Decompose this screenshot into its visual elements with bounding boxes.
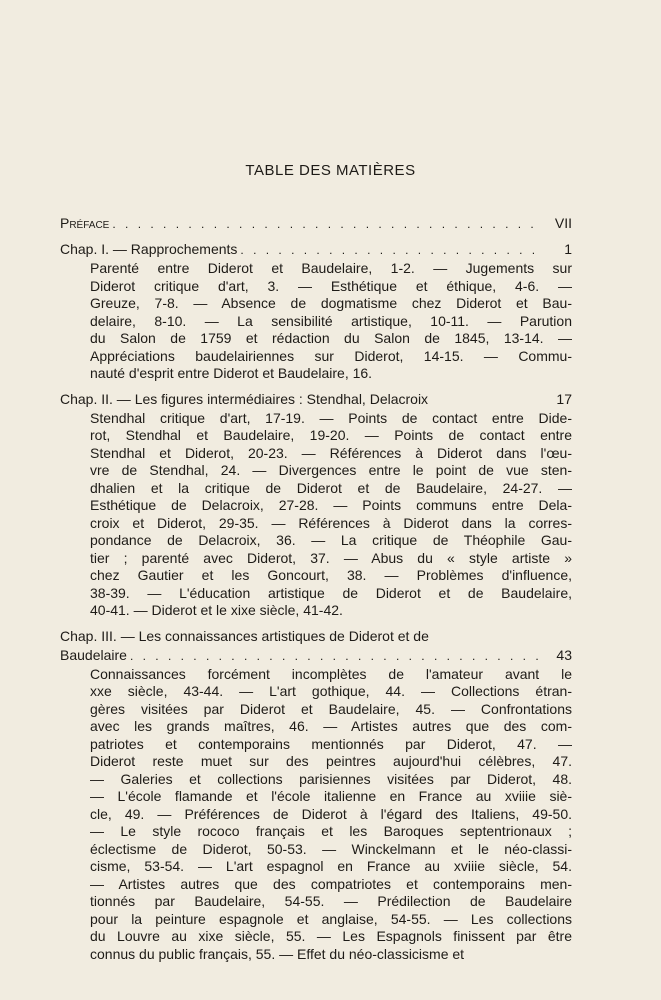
summary-line: Stendhal critique d'art, 17-19. — Points de contact entre Dide- — [90, 409, 572, 426]
toc-entry-label: Chap. II. — Les figures intermédiaires : Stendhal, Delacroix — [60, 390, 429, 407]
summary-line: Connaissances forcément incomplètes de l'amateur avant le — [90, 665, 572, 682]
toc-page-number: VII — [554, 215, 572, 231]
summary-line: éclectisme de Diderot, 50-53. — Winckelmann et le néo-classi- — [90, 840, 572, 857]
page-title: TABLE DES MATIÈRES — [245, 162, 416, 179]
summary-line: Diderot critique d'art, 3. — Esthétique et éthique, 4-6. — — [90, 277, 572, 294]
dot-leader — [112, 215, 544, 234]
summary-line: Parenté entre Diderot et Baudelaire, 1-2. — Jugements sur — [90, 260, 572, 276]
summary-line: croix et Diderot, 29-35. — Références à Diderot dans la corres- — [90, 514, 572, 531]
summary-line: cisme, 53-54. — L'art espagnol en France au xviiie siècle, 54. — [90, 858, 572, 874]
dot-leader — [130, 647, 544, 666]
summary-line: chez Gautier et les Goncourt, 38. — Problèmes d'influence, — [90, 567, 572, 583]
toc-entry-preface — [60, 214, 572, 234]
summary-line: nauté d'esprit entre Diderot et Baudelaire, 16. — [90, 365, 373, 381]
summary-line: cle, 49. — Préférences de Diderot à l'égard des Italiens, 49-50. — [90, 805, 572, 822]
toc-entry-label: Chap. III. — Les connaissances artistiques de Diderot et de — [60, 627, 429, 644]
summary-line: 38-39. — L'éducation artistique de Diderot et de Baudelaire, — [90, 584, 572, 601]
toc-entry-label: Chap. I. — Rapprochements — [60, 241, 238, 257]
summary-line: — L'école flamande et l'école italienne en France au xviiie siè- — [90, 788, 572, 804]
summary-line: pour la peinture espagnole et anglaise, 54-55. — Les collections — [90, 910, 572, 927]
chapter-summary — [90, 260, 572, 383]
toc-entry-chapter-2 — [60, 390, 572, 620]
summary-line: du Louvre au xixe siècle, 55. — Les Espagnols finissent par être — [90, 928, 572, 944]
toc-heading-line-continued — [60, 646, 572, 666]
toc-entry-label-continued: Baudelaire — [60, 646, 127, 663]
toc-entry-chapter-3 — [60, 627, 572, 964]
toc-page-number: 17 — [556, 390, 572, 407]
summary-line: Stendhal et Diderot, 20-23. — Références à Diderot dans l'œu- — [90, 444, 572, 461]
summary-line: tier ; parenté avec Diderot, 37. — Abus du « style artiste » — [90, 549, 572, 566]
summary-line: vre de Stendhal, 24. — Divergences entre le point de vue sten- — [90, 462, 572, 478]
summary-line: xxe siècle, 43-44. — L'art gothique, 44. — Collections étran- — [90, 683, 572, 699]
summary-line: patriotes et contemporains mentionnés par Diderot, 47. — — [90, 735, 572, 752]
summary-line: Greuze, 7-8. — Absence de dogmatisme chez Diderot et Bau- — [90, 295, 572, 311]
summary-line: Appréciations baudelairiennes sur Diderot, 14-15. — Commu- — [90, 347, 572, 364]
summary-line: 40-41. — Diderot et le xixe siècle, 41-42. — [90, 602, 343, 618]
summary-line: delaire, 8-10. — La sensibilité artistique, 10-11. — Parution — [90, 312, 572, 329]
summary-line: Diderot reste muet sur des peintres aujourd'hui célèbres, 47. — [90, 753, 572, 769]
toc-heading-line — [60, 214, 572, 234]
chapter-summary — [90, 410, 572, 620]
toc-heading-line — [60, 390, 572, 410]
toc-heading-line — [60, 240, 572, 260]
summary-line: connus du public français, 55. — Effet du néo-classicisme et — [90, 945, 465, 962]
toc-page-number: 1 — [564, 241, 572, 257]
summary-line: rot, Stendhal et Baudelaire, 19-20. — Points de contact entre — [90, 427, 572, 443]
summary-line: pondance de Delacroix, 36. — La critique de Théophile Gau- — [90, 532, 572, 548]
summary-line: avec les grands maîtres, 46. — Artistes autres que des com- — [90, 718, 572, 734]
table-of-contents — [60, 214, 572, 963]
summary-line: — Galeries et collections parisiennes visitées par Diderot, 48. — [90, 770, 572, 787]
toc-heading-line — [60, 627, 572, 646]
summary-line: tionnés par Baudelaire, 54-55. — Prédilection de Baudelaire — [90, 893, 572, 909]
summary-line: — Artistes autres que des compatriotes et contemporains men- — [90, 875, 572, 892]
dot-leader — [240, 241, 544, 260]
summary-line: dhalien et la critique de Diderot et de Baudelaire, 24-27. — — [90, 479, 572, 496]
summary-line: du Salon de 1759 et rédaction du Salon de 1845, 13-14. — — [90, 330, 572, 346]
toc-entry-label: Préface — [60, 215, 110, 231]
chapter-summary — [90, 666, 572, 964]
toc-page-number: 43 — [556, 646, 572, 663]
summary-line: — Le style rococo français et les Baroques septentrionaux ; — [90, 823, 572, 839]
summary-line: Esthétique de Delacroix, 27-28. — Points communs entre Dela- — [90, 497, 572, 513]
toc-entry-chapter-1 — [60, 240, 572, 383]
summary-line: gères visitées par Diderot et Baudelaire, 45. — Confrontations — [90, 700, 572, 717]
